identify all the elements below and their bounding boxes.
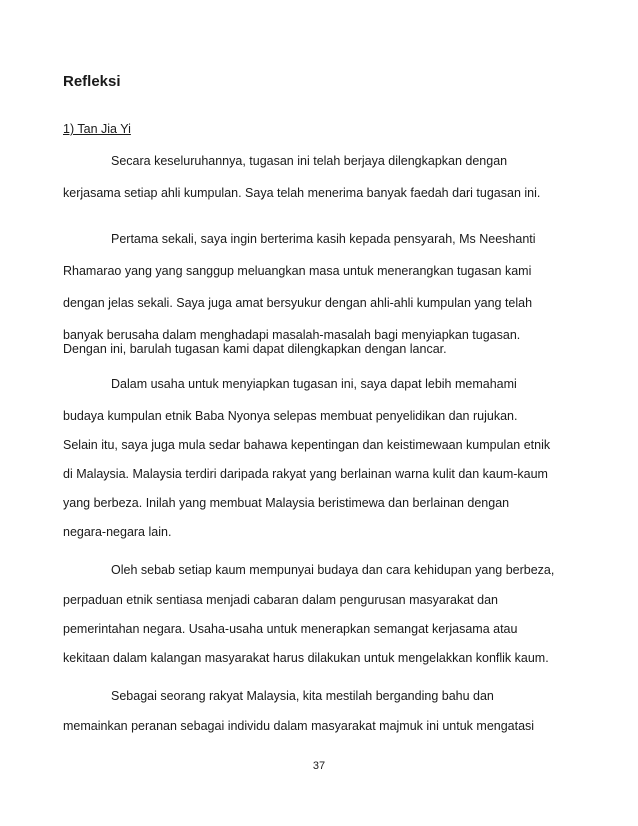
paragraph-line: yang berbeza. Inilah yang membuat Malaysia beristimewa dan berlainan dengan bbox=[63, 496, 510, 510]
paragraph-line: memainkan peranan sebagai individu dalam masyarakat majmuk ini untuk mengatasi bbox=[63, 719, 535, 733]
paragraph-line: Dalam usaha untuk menyiapkan tugasan ini, saya dapat lebih memahami bbox=[111, 377, 517, 391]
paragraph-line: perpaduan etnik sentiasa menjadi cabaran dalam pengurusan masyarakat dan bbox=[63, 593, 499, 607]
paragraph-line: Oleh sebab setiap kaum mempunyai budaya dan cara kehidupan yang berbeza, bbox=[111, 563, 555, 577]
section-heading: Refleksi bbox=[63, 73, 121, 90]
paragraph-line: kerjasama setiap ahli kumpulan. Saya telah menerima banyak faedah dari tugasan ini. bbox=[63, 186, 541, 200]
paragraph-line: Selain itu, saya juga mula sedar bahawa kepentingan dan keistimewaan kumpulan etnik bbox=[63, 438, 551, 452]
paragraph-line: di Malaysia. Malaysia terdiri daripada rakyat yang berlainan warna kulit dan kaum-kaum bbox=[63, 467, 548, 481]
author-subheading: 1) Tan Jia Yi bbox=[63, 122, 131, 136]
paragraph-line: negara-negara lain. bbox=[63, 525, 172, 539]
paragraph-line: Rhamarao yang yang sanggup meluangkan masa untuk menerangkan tugasan kami bbox=[63, 264, 532, 278]
paragraph-line: dengan jelas sekali. Saya juga amat bersyukur dengan ahli-ahli kumpulan yang telah bbox=[63, 296, 533, 310]
paragraph-line: Pertama sekali, saya ingin berterima kasih kepada pensyarah, Ms Neeshanti bbox=[111, 232, 536, 246]
paragraph-line: Sebagai seorang rakyat Malaysia, kita mestilah berganding bahu dan bbox=[111, 689, 494, 703]
paragraph-line: banyak berusaha dalam menghadapi masalah-masalah bagi menyiapkan tugasan. bbox=[63, 328, 521, 342]
paragraph-line: pemerintahan negara. Usaha-usaha untuk menerapkan semangat kerjasama atau bbox=[63, 622, 518, 636]
paragraph-line: kekitaan dalam kalangan masyarakat harus dilakukan untuk mengelakkan konflik kaum. bbox=[63, 651, 549, 665]
paragraph-line: Dengan ini, barulah tugasan kami dapat dilengkapkan dengan lancar. bbox=[63, 342, 447, 356]
paragraph-line: Secara keseluruhannya, tugasan ini telah berjaya dilengkapkan dengan bbox=[111, 154, 508, 168]
paragraph-line: budaya kumpulan etnik Baba Nyonya selepas membuat penyelidikan dan rujukan. bbox=[63, 409, 518, 423]
page-number: 37 bbox=[312, 760, 326, 772]
